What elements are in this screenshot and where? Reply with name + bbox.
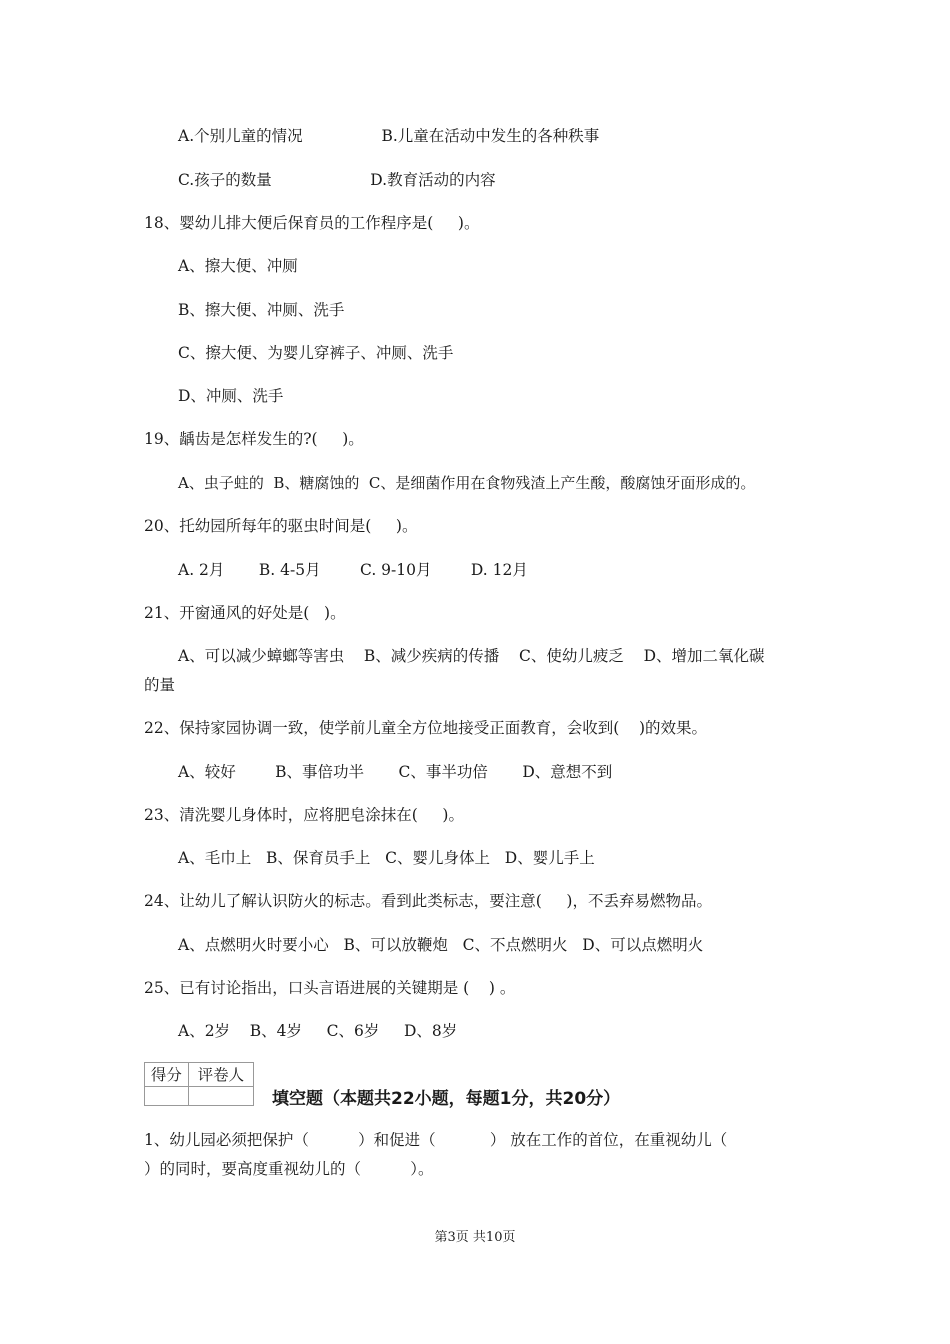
score-cell xyxy=(145,1086,189,1105)
q21-options: A、可以减少蟑螂等害虫 B、减少疾病的传播 C、使幼儿疲乏 D、增加二氧化碳 xyxy=(178,647,765,665)
q21-options-continued: 的量 xyxy=(144,676,176,694)
question-19: 19、龋齿是怎样发生的?( )。 xyxy=(144,430,364,448)
question-21: 21、开窗通风的好处是( )。 xyxy=(144,604,346,622)
q18-option-a: A、擦大便、冲厕 xyxy=(178,257,298,275)
page-footer: 第3页 共10页 xyxy=(434,1230,516,1245)
q20-options: A. 2月 B. 4-5月 C. 9-10月 D. 12月 xyxy=(178,561,528,579)
q17-options-ab: A.个别儿童的情况 B.儿童在活动中发生的各种秩事 xyxy=(178,127,600,145)
score-label: 得分 xyxy=(145,1063,189,1087)
question-25: 25、已有讨论指出，口头言语进展的关键期是 ( ) 。 xyxy=(144,979,516,997)
question-23: 23、清洗婴儿身体时，应将肥皂涂抹在( )。 xyxy=(144,806,464,824)
q18-option-c: C、擦大便、为婴儿穿裤子、冲厕、洗手 xyxy=(178,344,454,362)
q17-options-cd: C.孩子的数量 D.教育活动的内容 xyxy=(178,171,496,189)
fill-question-1: 1、幼儿园必须把保护（ ）和促进（ ） 放在工作的首位，在重视幼儿（ xyxy=(144,1131,728,1149)
q24-options: A、点燃明火时要小心 B、可以放鞭炮 C、不点燃明火 D、可以点燃明火 xyxy=(178,936,704,954)
grader-label: 评卷人 xyxy=(188,1063,253,1087)
q23-options: A、毛巾上 B、保育员手上 C、婴儿身体上 D、婴儿手上 xyxy=(178,849,595,867)
q22-options: A、较好 B、事倍功半 C、事半功倍 D、意想不到 xyxy=(178,763,613,781)
question-24: 24、让幼儿了解认识防火的标志。看到此类标志，要注意( )，不丢弃易燃物品。 xyxy=(144,892,712,910)
question-20: 20、托幼园所每年的驱虫时间是( )。 xyxy=(144,517,418,535)
question-18: 18、婴幼儿排大便后保育员的工作程序是( )。 xyxy=(144,214,480,232)
question-22: 22、保持家园协调一致，使学前儿童全方位地接受正面教育，会收到( )的效果。 xyxy=(144,719,708,737)
section-title: 填空题（本题共22小题，每题1分，共20分） xyxy=(272,1089,621,1109)
q19-options: A、虫子蛀的 B、糖腐蚀的 C、是细菌作用在食物残渣上产生酸，酸腐蚀牙面形成的。 xyxy=(178,474,756,492)
q25-options: A、2岁 B、4岁 C、6岁 D、8岁 xyxy=(178,1022,458,1040)
q18-option-d: D、冲厕、洗手 xyxy=(178,387,284,405)
q18-option-b: B、擦大便、冲厕、洗手 xyxy=(178,301,345,319)
score-table xyxy=(144,1062,254,1106)
fill-question-1-continued: ）的同时，要高度重视幼儿的（ ）。 xyxy=(144,1160,434,1178)
grader-cell xyxy=(188,1086,253,1105)
